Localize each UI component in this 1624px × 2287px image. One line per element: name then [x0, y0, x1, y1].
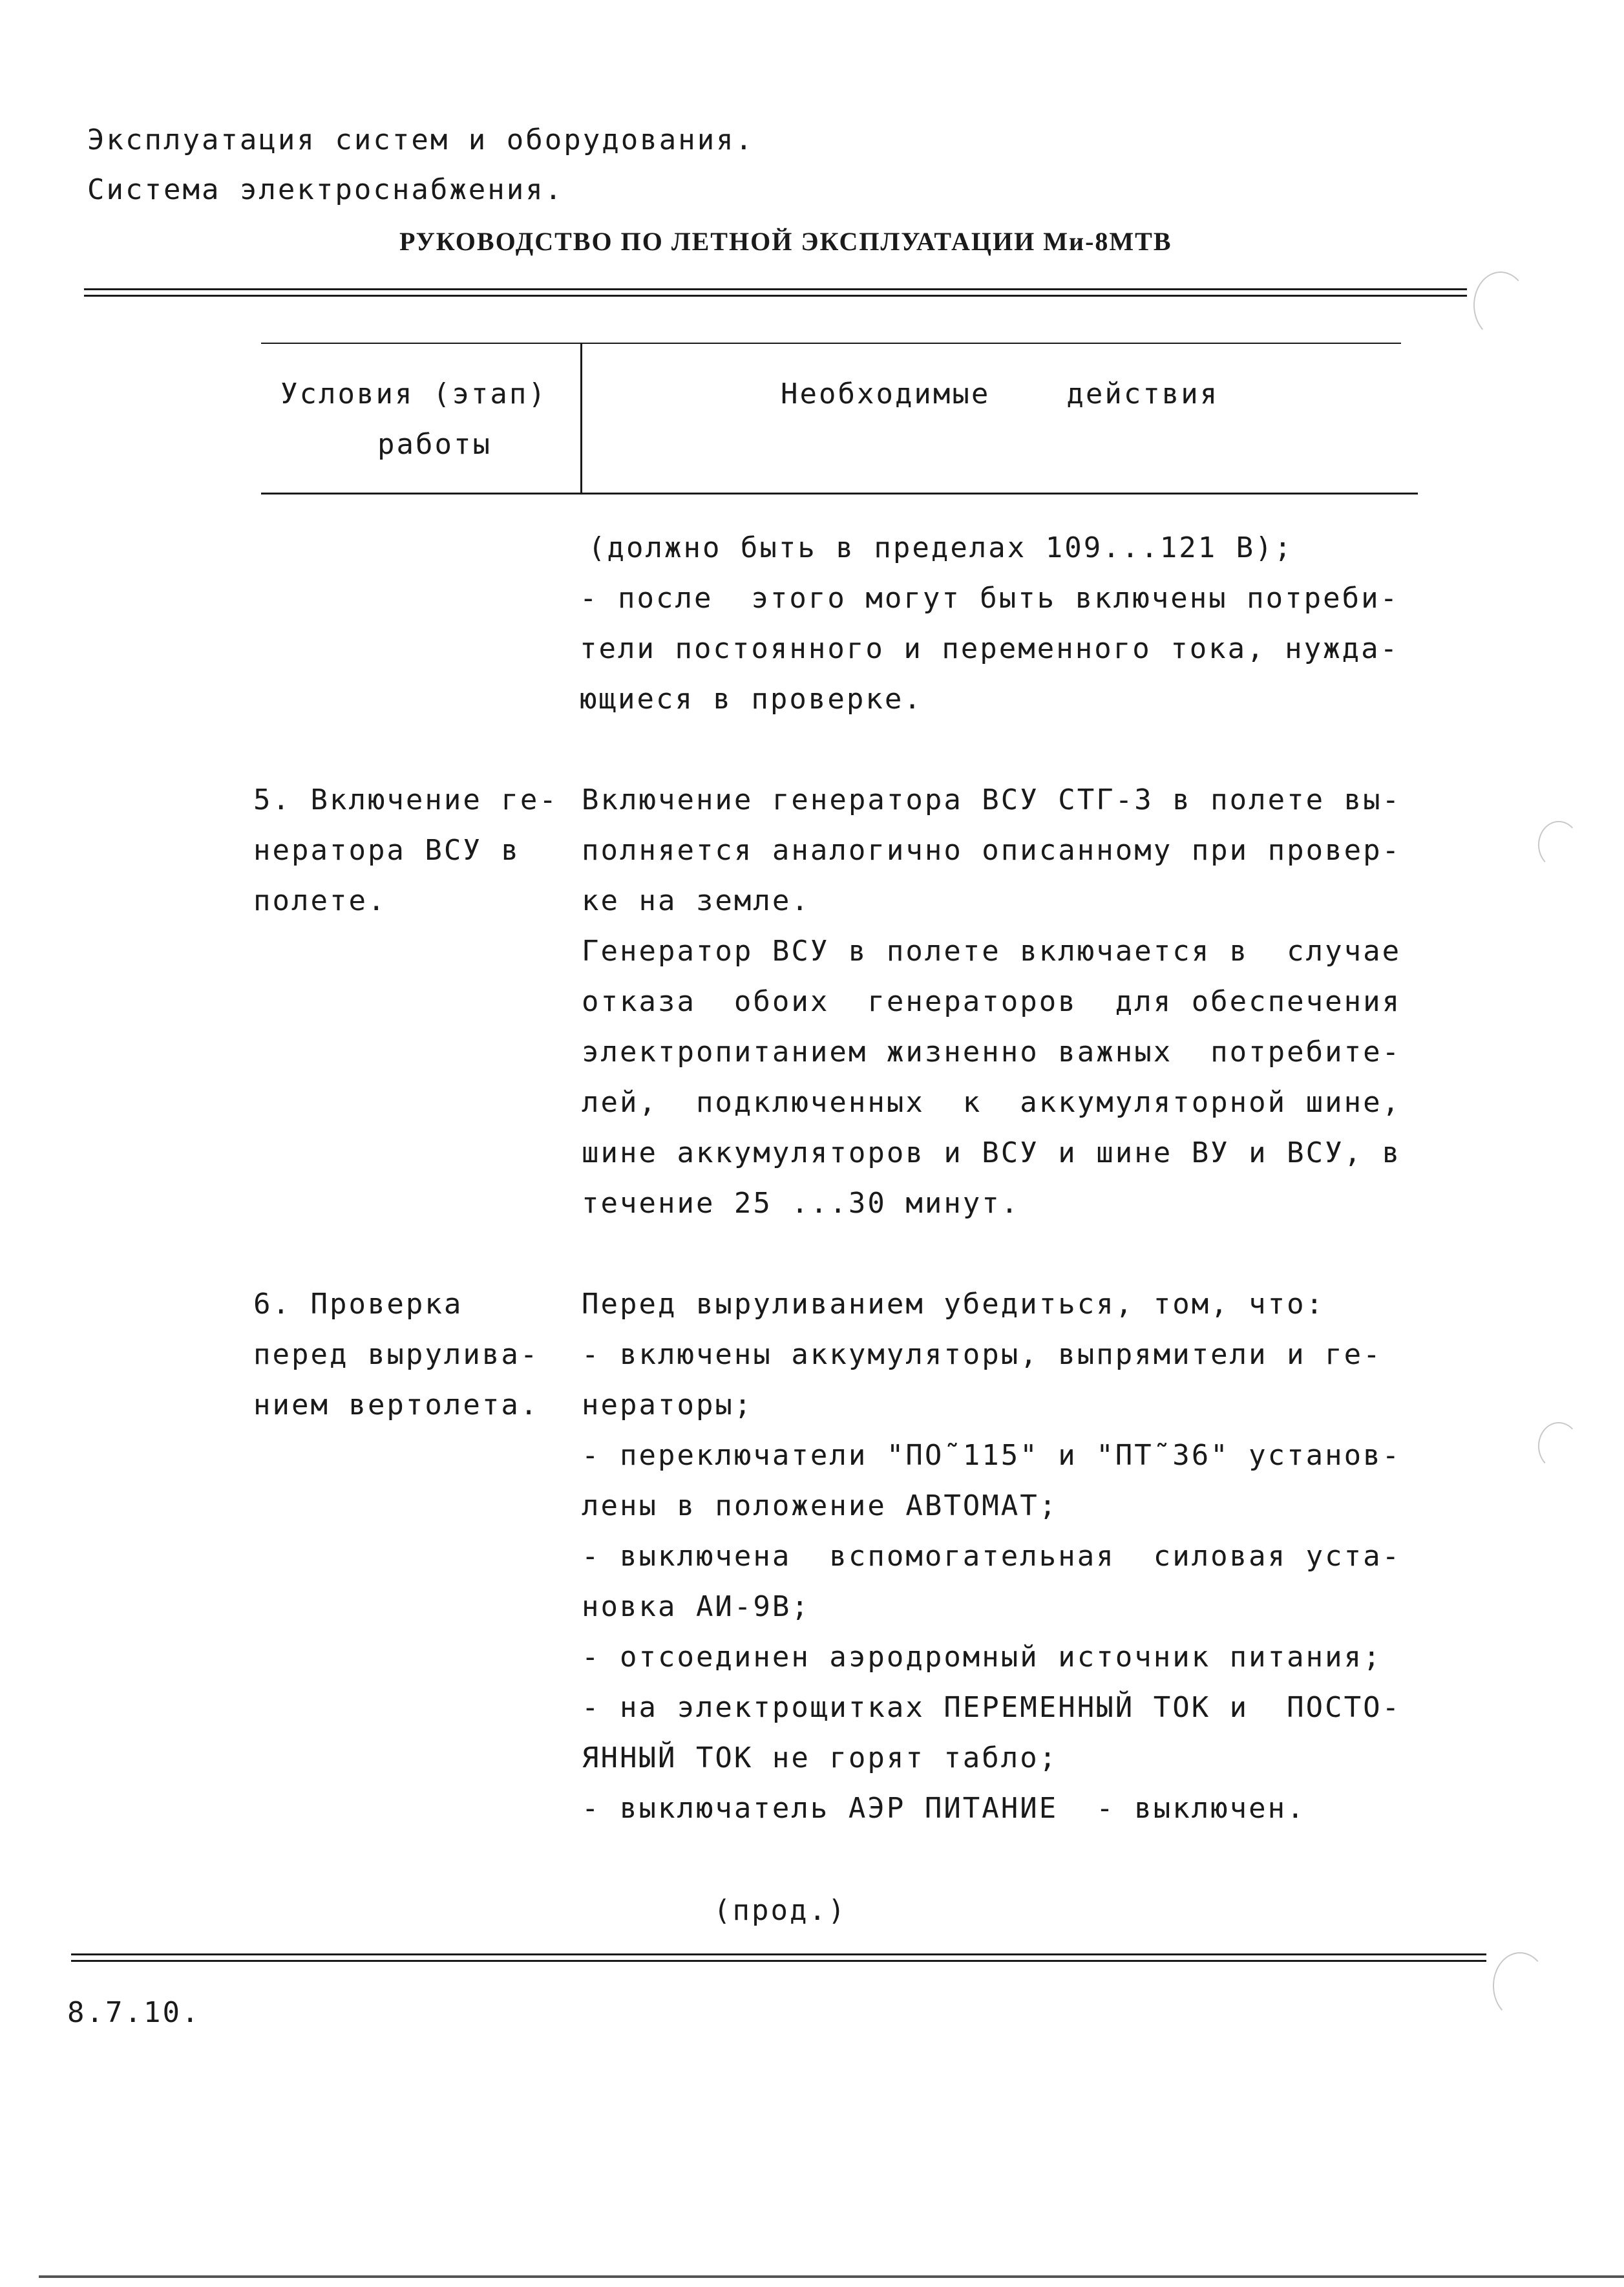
punch-hole-mark [1538, 1422, 1579, 1470]
row-5-condition: 5. Включение ге- [253, 783, 558, 816]
row-6-action: - выключена вспомогательная силовая уста- [582, 1540, 1402, 1573]
table-header-bottom-rule [261, 493, 1418, 495]
row-5-action: ке на земле. [582, 884, 810, 917]
header-rule-bottom [84, 295, 1467, 297]
punch-hole-mark [1473, 271, 1528, 339]
row-6-action: нераторы; [582, 1388, 754, 1421]
row-6-condition: 6. Проверка [253, 1288, 463, 1321]
row-6-action: ЯННЫЙ ТОК не горят табло; [582, 1741, 1059, 1774]
punch-hole-mark [1493, 1952, 1547, 2019]
row-5-action: шине аккумуляторов и ВСУ и шине ВУ и ВСУ, в [582, 1136, 1402, 1169]
column-header-actions: Необходимые действия [781, 378, 1219, 410]
row-5-action: Включение генератора ВСУ СТГ-3 в полете вы- [582, 783, 1402, 816]
continuation-line: (должно быть в пределах 109...121 В); [588, 531, 1294, 564]
row-5-action: течение 25 ...30 минут. [582, 1187, 1020, 1220]
page-number: 8.7.10. [67, 1996, 201, 2029]
header-subsection-line: Система электроснабжения. [87, 173, 564, 206]
continued-marker: (прод.) [713, 1894, 847, 1927]
column-header-conditions-cont: работы [377, 428, 492, 461]
column-header-conditions: Условия (этап) [280, 378, 547, 410]
row-6-action: лены в положение АВТОМАТ; [582, 1489, 1059, 1522]
footer-rule-top [71, 1953, 1486, 1955]
row-6-action: новка АИ-9В; [582, 1590, 810, 1623]
header-rule-top [84, 288, 1467, 290]
table-header-top-rule [261, 343, 1401, 344]
footer-rule-bottom [71, 1960, 1486, 1962]
table-header-divider [580, 343, 582, 493]
row-6-condition: нием вертолета. [253, 1388, 540, 1421]
row-5-condition: нератора ВСУ в [253, 834, 520, 867]
row-6-action: - отсоединен аэродромный источник питания; [582, 1641, 1382, 1674]
scan-bottom-edge [39, 2275, 1624, 2278]
row-5-action: лей, подключенных к аккумуляторной шине, [582, 1086, 1402, 1119]
row-6-action: - на электрощитках ПЕРЕМЕННЫЙ ТОК и ПОСТО- [582, 1691, 1402, 1724]
row-5-action: электропитанием жизненно важных потребите- [582, 1036, 1402, 1069]
continuation-line: ющиеся в проверке. [580, 683, 923, 716]
document-title: РУКОВОДСТВО ПО ЛЕТНОЙ ЭКСПЛУАТАЦИИ Ми-8МТВ [399, 227, 1172, 256]
punch-hole-mark [1538, 821, 1579, 869]
continuation-line: - после этого могут быть включены потреби- [580, 582, 1400, 615]
row-6-condition: перед выруливa- [253, 1338, 540, 1371]
row-5-action: полняется аналогично описанному при провер- [582, 834, 1402, 867]
row-6-action: - выключатель АЭР ПИТАНИЕ - выключен. [582, 1792, 1306, 1825]
row-5-condition: полете. [253, 884, 387, 917]
row-6-action: - включены аккумуляторы, выпрямители и ге- [582, 1338, 1382, 1371]
continuation-line: тели постоянного и переменного тока, нужда- [580, 632, 1400, 665]
row-6-action: Перед выруливанием убедиться, том, что: [582, 1288, 1325, 1321]
row-6-action: - переключатели "ПО˜115" и "ПТ˜36" установ- [582, 1439, 1402, 1472]
row-5-action: Генератор ВСУ в полете включается в случае [582, 935, 1402, 968]
row-5-action: отказа обоих генераторов для обеспечения [582, 985, 1402, 1018]
header-section-line: Эксплуатация систем и оборудования. [87, 123, 755, 156]
